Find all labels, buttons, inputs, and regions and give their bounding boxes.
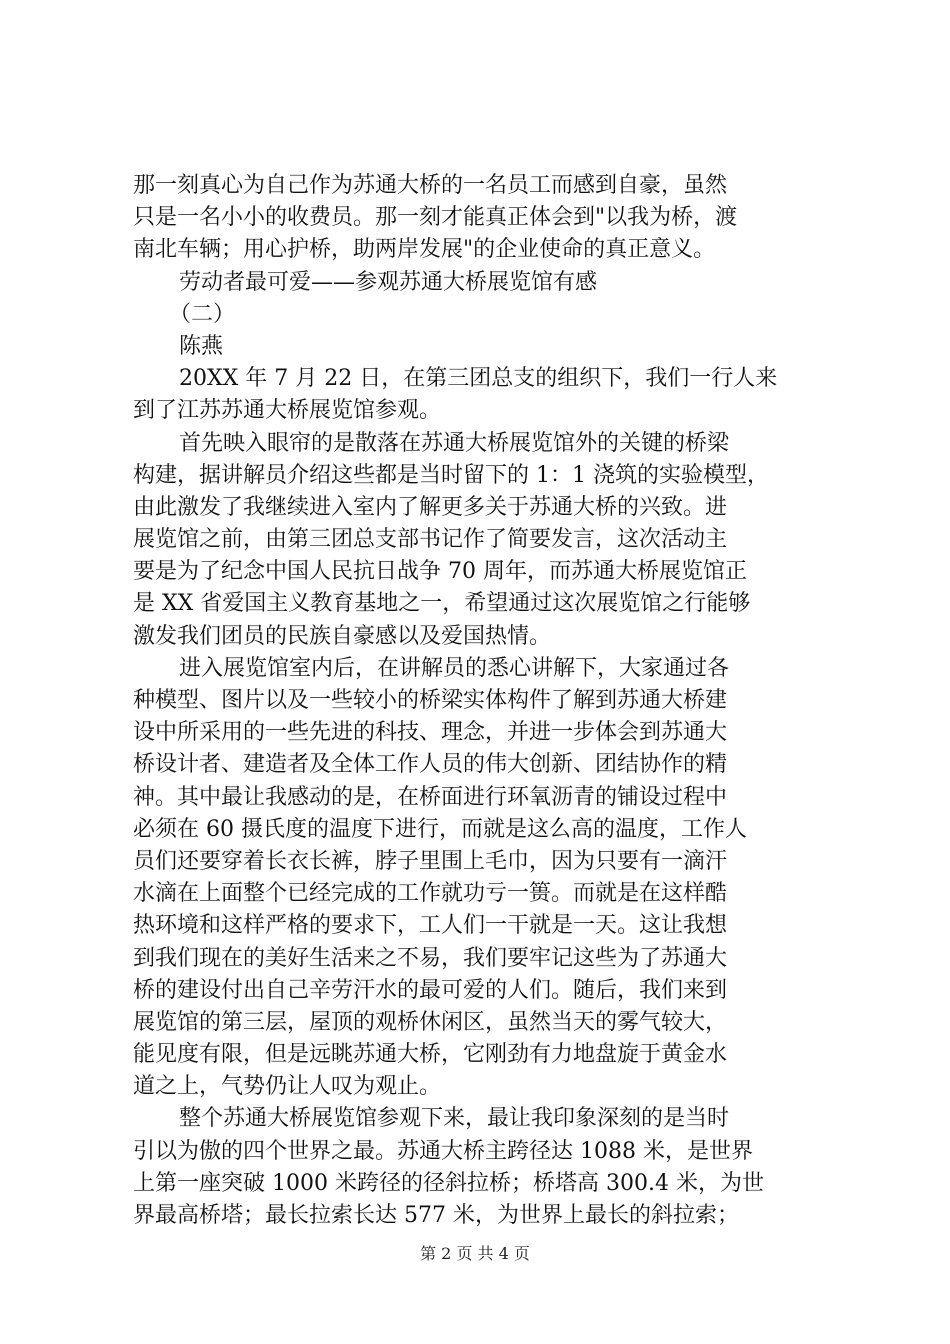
text-line: （二） xyxy=(169,301,236,327)
text-line: 到了江苏苏通大桥展览馆参观。 xyxy=(133,398,442,424)
text-line: 那一刻真心为自己作为苏通大桥的一名员工而感到自豪，虽然 xyxy=(133,173,728,198)
text-line: 设中所采用的一些先进的科技、理念，并进一步体会到苏通大 xyxy=(133,720,728,746)
text-line: 员们还要穿着长衣长裤，脖子里围上毛巾，因为只要有一滴汗 xyxy=(133,848,728,874)
text-line: 神。其中最让我感动的是，在桥面进行环氧沥青的铺设过程中 xyxy=(133,784,728,810)
text-line: 劳动者最可爱——参观苏通大桥展览馆有感 xyxy=(179,269,598,295)
text-line: 展览馆之前，由第三团总支部书记作了简要发言，这次活动主 xyxy=(133,527,728,553)
text-line: 到我们现在的美好生活来之不易，我们要牢记这些为了苏通大 xyxy=(133,945,728,971)
text-line: 20XX 年 7 月 22 日，在第三团总支的组织下，我们一行人来 xyxy=(179,366,778,392)
text-line: 进入展览馆室内后，在讲解员的悉心讲解下，大家通过各 xyxy=(179,655,730,681)
text-line: 水滴在上面整个已经完成的工作就功亏一篑。而就是在这样酷 xyxy=(133,881,728,907)
text-line: 构建，据讲解员介绍这些都是当时留下的 1：1 浇筑的实验模型， xyxy=(133,462,769,488)
text-line: 要是为了纪念中国人民抗日战争 70 周年，而苏通大桥展览馆正 xyxy=(133,559,747,585)
text-line: 桥设计者、建造者及全体工作人员的伟大创新、团结协作的精 xyxy=(133,752,728,778)
text-line: 热环境和这样严格的要求下，工人们一干就是一天。这让我想 xyxy=(133,913,728,939)
text-line: 桥的建设付出自己辛劳汗水的最可爱的人们。随后，我们来到 xyxy=(133,977,728,1003)
page-footer: 第 2 页 共 4 页 xyxy=(420,1244,530,1263)
text-line: 道之上，气势仍让人叹为观止。 xyxy=(133,1074,442,1100)
text-line: 展览馆的第三层，屋顶的观桥休闲区，虽然当天的雾气较大， xyxy=(133,1009,728,1035)
text-line: 只是一名小小的收费员。那一刻才能真正体会到"以我为桥，渡 xyxy=(133,205,738,231)
text-line: 激发我们团员的民族自豪感以及爱国热情。 xyxy=(133,623,552,649)
text-line: 界最高桥塔；最长拉索长达 577 米，为世界上最长的斜拉索； xyxy=(133,1203,739,1228)
text-line: 南北车辆；用心护桥，助两岸发展"的企业使命的真正意义。 xyxy=(133,237,716,263)
text-line: 陈燕 xyxy=(179,333,224,359)
text-line: 整个苏通大桥展览馆参观下来，最让我印象深刻的是当时 xyxy=(179,1106,730,1132)
text-line: 种模型、图片以及一些较小的桥梁实体构件了解到苏通大桥建 xyxy=(133,688,728,713)
document-body xyxy=(133,170,833,1232)
text-line: 首先映入眼帘的是散落在苏通大桥展览馆外的关键的桥梁 xyxy=(179,430,730,456)
text-line: 必须在 60 摄氏度的温度下进行，而就是这么高的温度，工作人 xyxy=(133,816,747,842)
text-line: 上第一座突破 1000 米跨径的径斜拉桥；桥塔高 300.4 米，为世 xyxy=(133,1170,764,1196)
text-line: 是 XX 省爱国主义教育基地之一，希望通过这次展览馆之行能够 xyxy=(133,591,751,617)
text-line: 能见度有限，但是远眺苏通大桥，它刚劲有力地盘旋于黄金水 xyxy=(133,1042,728,1068)
text-line: 引以为傲的四个世界之最。苏通大桥主跨径达 1088 米，是世界 xyxy=(133,1138,753,1164)
text-line: 由此激发了我继续进入室内了解更多关于苏通大桥的兴致。进 xyxy=(133,494,728,520)
